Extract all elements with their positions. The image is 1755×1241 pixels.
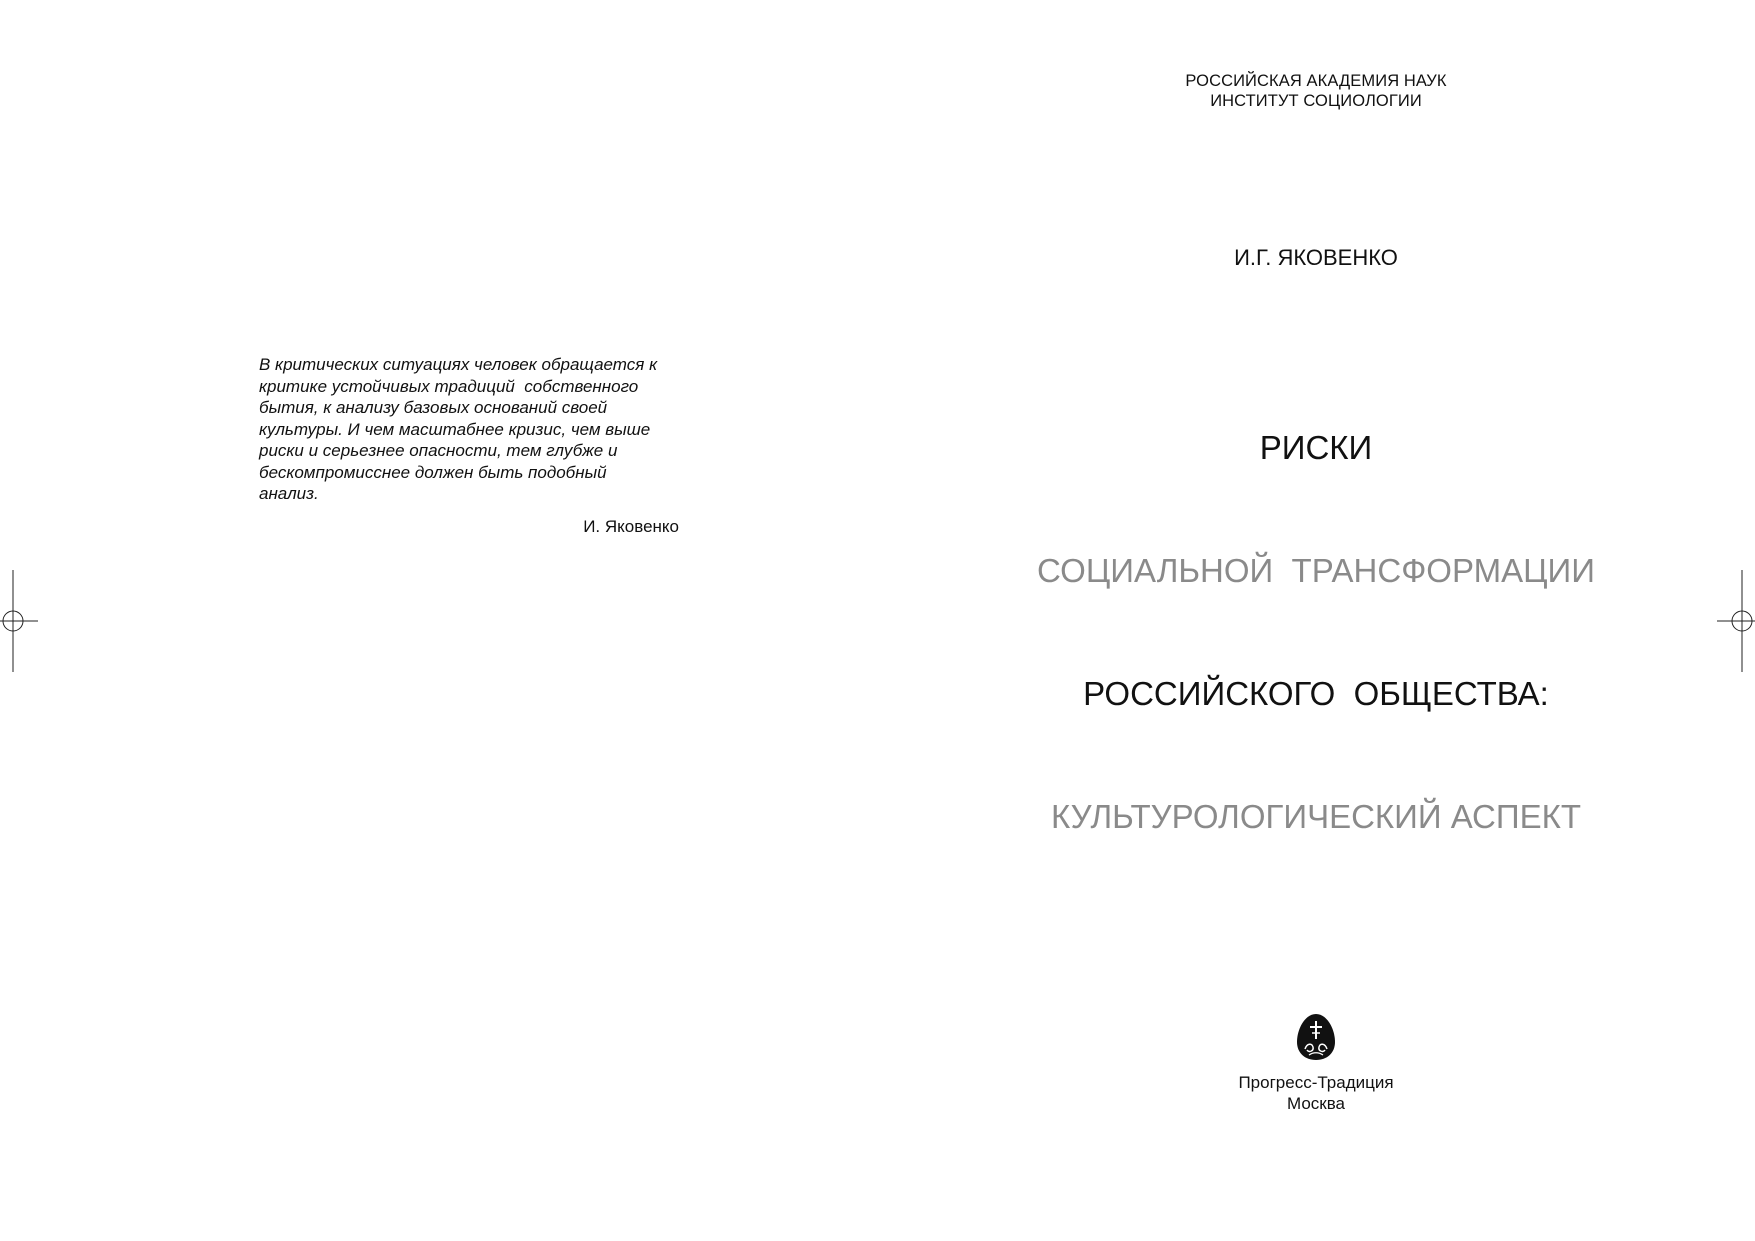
publisher-name: Прогресс-Традиция	[1238, 1073, 1394, 1092]
egg-cross-emblem-icon	[1295, 1013, 1337, 1061]
title-line: СОЦИАЛЬНОЙ ТРАНСФОРМАЦИИ	[1037, 552, 1595, 589]
academy-name: РОССИЙСКАЯ АКАДЕМИЯ НАУК	[1185, 72, 1447, 90]
epigraph-author: И. Яковенко	[583, 516, 679, 536]
epigraph	[259, 354, 679, 537]
title-line: КУЛЬТУРОЛОГИЧЕСКИЙ АСПЕКТ	[1051, 798, 1581, 835]
registration-mark-icon	[0, 570, 40, 672]
title-line: РОССИЙСКОГО ОБЩЕСТВА:	[1083, 675, 1549, 712]
epigraph-line: В критических ситуациях человек обращается к	[259, 355, 658, 374]
title-line: РИСКИ	[1259, 429, 1373, 466]
epigraph-line: критике устойчивых традиций собственного	[259, 376, 639, 396]
book-title	[877, 345, 1755, 919]
epigraph-line: культуры. И чем масштабнее кризис, чем выше	[259, 419, 651, 439]
epigraph-text	[259, 354, 679, 505]
epigraph-line: анализ.	[259, 484, 319, 503]
institution-header	[877, 71, 1755, 111]
book-author: И.Г. ЯКОВЕНКО	[1234, 245, 1398, 270]
institute-name: ИНСТИТУТ СОЦИОЛОГИИ	[1210, 92, 1422, 110]
epigraph-line: бытия, к анализу базовых оснований своей	[259, 398, 608, 417]
right-page	[877, 0, 1755, 1241]
left-page	[0, 0, 877, 1241]
publisher-city: Москва	[1286, 1094, 1346, 1113]
epigraph-line: риски и серьезнее опасности, тем глубже и	[259, 441, 618, 460]
registration-mark-icon	[1715, 570, 1755, 672]
epigraph-line: бескомпромисснее должен быть подобный	[259, 462, 607, 482]
publisher-block	[877, 1013, 1755, 1114]
